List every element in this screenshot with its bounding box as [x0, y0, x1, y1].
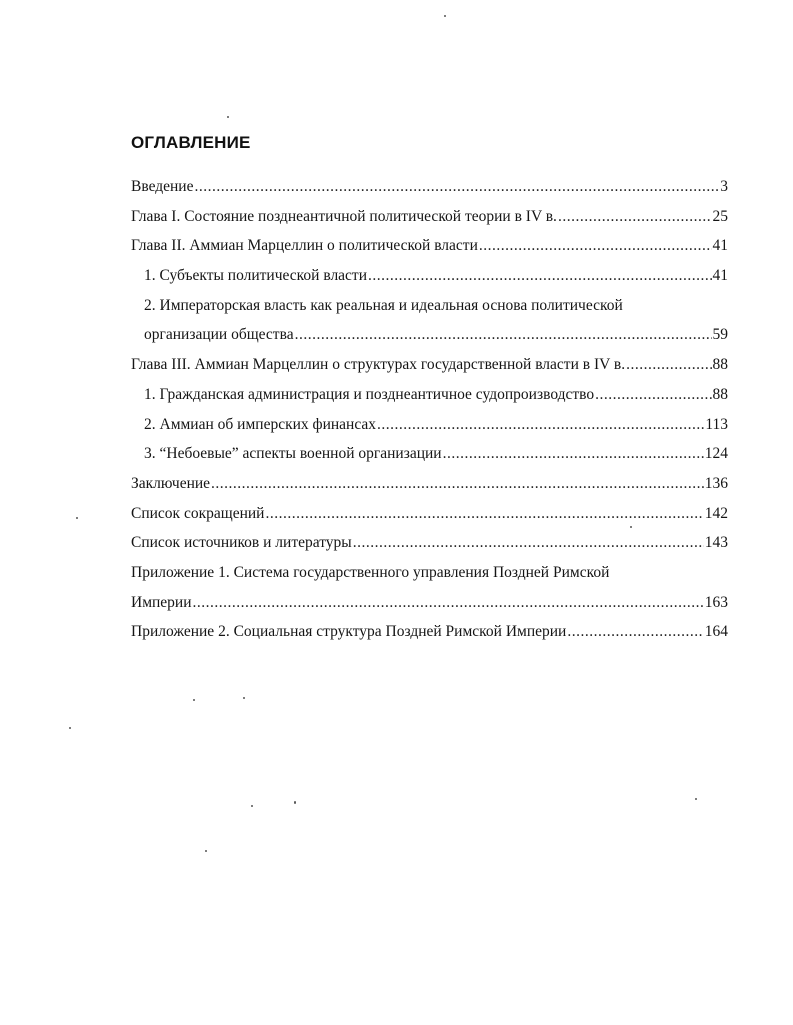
- toc-entry-appendix-1-continuation: [131, 588, 728, 618]
- toc-page-number: 143: [704, 534, 728, 552]
- toc-entry-text: 2. Императорская власть как реальная и идеальная основа политической: [144, 296, 623, 314]
- toc-page-number: 41: [712, 237, 728, 255]
- dot-leader: [211, 469, 704, 499]
- dot-leader: [295, 320, 712, 350]
- toc-entry-section-3-1: [131, 380, 728, 410]
- toc-entry-section-2-1: [131, 261, 728, 291]
- toc-entry-section-2-2-continuation: [131, 320, 728, 350]
- toc-entry-text: Список сокращений: [131, 504, 265, 522]
- toc-page-number: 136: [704, 474, 728, 492]
- toc-page-number: 59: [712, 326, 728, 344]
- dot-leader: [193, 588, 704, 618]
- dot-leader: [194, 172, 719, 202]
- dot-leader: [377, 410, 704, 440]
- dot-leader: [368, 261, 711, 291]
- table-of-contents: [131, 172, 728, 647]
- scan-speck: [444, 15, 446, 17]
- toc-entry-text: 2. Аммиан об имперских финансах: [144, 415, 377, 433]
- dot-leader: [567, 617, 703, 647]
- scan-speck: [76, 517, 78, 519]
- toc-page-number: 113: [705, 415, 728, 433]
- scan-speck: [695, 798, 697, 800]
- toc-entry-text: Введение: [131, 178, 194, 195]
- toc-page-number: 142: [704, 504, 728, 522]
- scan-speck: [251, 805, 253, 807]
- toc-page-number: 163: [704, 593, 728, 611]
- toc-page-number: 164: [704, 623, 728, 641]
- page-title: ОГЛАВЛЕНИЕ: [131, 133, 251, 152]
- toc-entry-appendix-1: [131, 558, 728, 588]
- dot-leader: [558, 202, 712, 232]
- toc-entry-section-3-2: [131, 410, 728, 440]
- toc-page-number: 124: [704, 445, 728, 463]
- dot-leader: [265, 499, 703, 529]
- toc-entry-chapter-2: [131, 231, 728, 261]
- toc-page-number: 41: [712, 267, 728, 285]
- toc-entry-text: Глава III. Аммиан Марцеллин о структурах государственной власти в IV в.: [131, 356, 626, 374]
- scan-speck: [69, 727, 71, 729]
- toc-entry-appendix-2: [131, 617, 728, 647]
- toc-entry-text: Глава I. Состояние позднеантичной политической теории в IV в.: [131, 207, 557, 225]
- dot-leader: [479, 231, 712, 261]
- toc-entry-text: Список источников и литературы: [131, 534, 352, 552]
- toc-entry-sources: [131, 528, 728, 558]
- toc-entry-continuation-text: Империи: [131, 593, 192, 611]
- toc-entry-chapter-1: [131, 202, 728, 232]
- toc-entry-section-2-2: [131, 291, 728, 321]
- toc-entry-section-3-3: [131, 439, 728, 469]
- toc-entry-text: Приложение 1. Система государственного управления Поздней Римской: [131, 563, 610, 581]
- scan-speck: [630, 526, 632, 528]
- toc-entry-text: 1. Субъекты политической власти: [144, 267, 368, 285]
- toc-entry-continuation-text: организации общества: [144, 326, 294, 344]
- toc-page-number: 25: [712, 207, 728, 225]
- toc-entry-text: Приложение 2. Социальная структура Поздней Римской Империи: [131, 623, 567, 641]
- dot-leader: [595, 380, 711, 410]
- dot-leader: [626, 350, 711, 380]
- scan-speck: [227, 116, 229, 118]
- toc-page-number: 88: [712, 385, 728, 403]
- toc-page-number: 3: [720, 178, 728, 195]
- scan-speck: [294, 801, 296, 804]
- scan-speck: [243, 697, 245, 699]
- scan-speck: [193, 699, 195, 701]
- scan-speck: [205, 850, 207, 852]
- toc-entry-text: Заключение: [131, 474, 211, 492]
- toc-entry-abbreviations: [131, 499, 728, 529]
- toc-page-number: 88: [712, 356, 728, 374]
- toc-entry-conclusion: [131, 469, 728, 499]
- toc-entry-text: Глава II. Аммиан Марцеллин о политической власти: [131, 237, 478, 255]
- toc-entry-text: 3. “Небоевые” аспекты военной организации: [144, 445, 442, 463]
- dot-leader: [443, 439, 704, 469]
- toc-entry-chapter-3: [131, 350, 728, 380]
- dot-leader: [353, 528, 704, 558]
- toc-entry-text: 1. Гражданская администрация и позднеантичное судопроизводство: [144, 385, 595, 403]
- toc-entry-introduction: [131, 172, 728, 202]
